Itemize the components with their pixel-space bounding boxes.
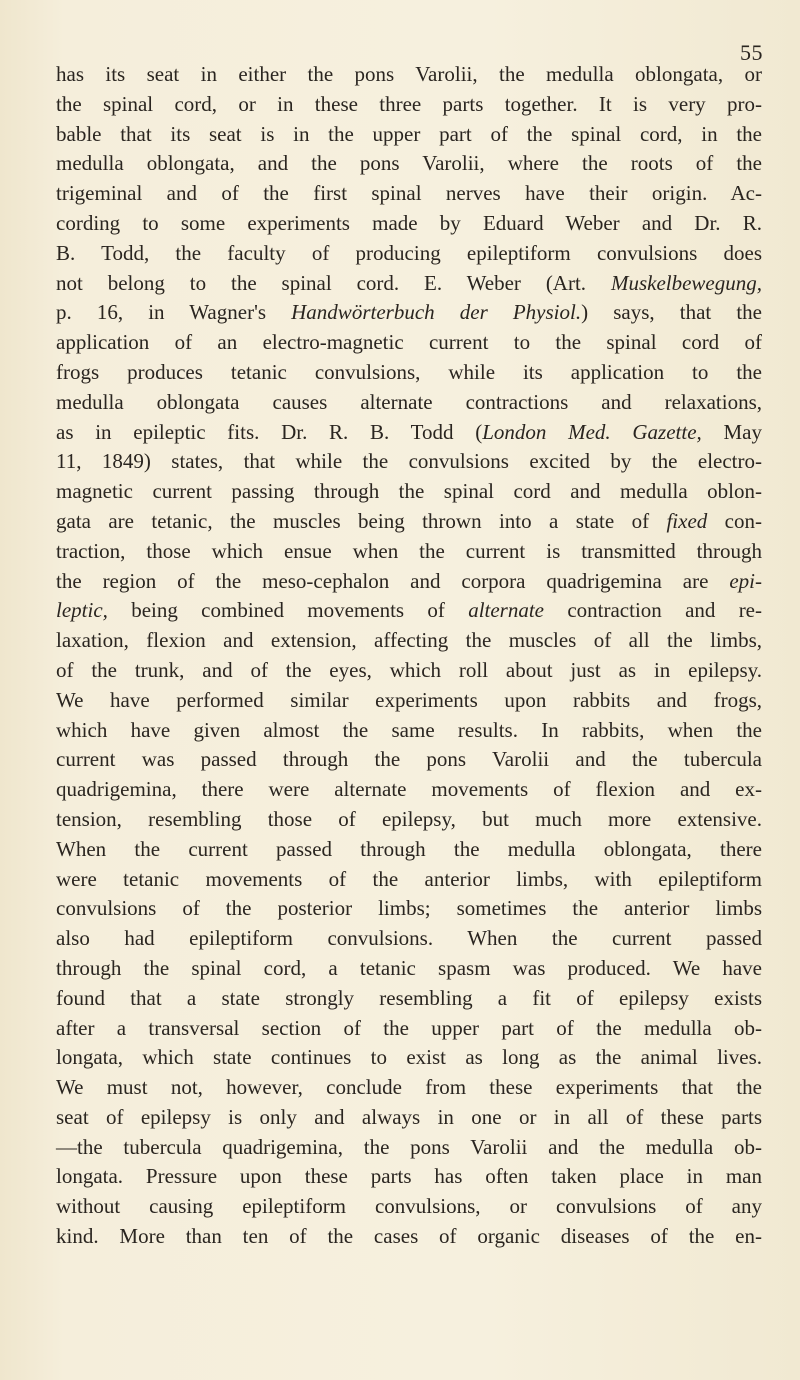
text-segment: as in epileptic fits. Dr. R. B. Todd (	[56, 419, 483, 444]
text-segment: ) says, that the	[581, 300, 762, 325]
text-segment: has its seat in either the pons Varolii, the medulla oblongata, or	[56, 62, 762, 86]
body-text	[56, 60, 762, 1252]
text-segment: traction, those which ensue when the current is transmitted through	[56, 538, 762, 563]
text-segment: medulla oblongata causes alternate contractions and relaxations,	[56, 389, 762, 414]
italic-text: Muskelbewegung,	[610, 270, 762, 295]
text-line	[56, 418, 762, 448]
text-line	[56, 388, 762, 418]
text-segment: 11, 1849) states, that while the convulsions excited by the electro-	[56, 449, 762, 474]
text-segment: When the current passed through the medulla oblongata, there	[56, 836, 762, 861]
text-line	[56, 149, 762, 179]
text-line	[56, 865, 762, 895]
text-line	[56, 894, 762, 924]
text-segment: which have given almost the same results. In rabbits, when the	[56, 717, 762, 742]
text-segment: after a transversal section of the upper part of the medulla ob-	[56, 1015, 762, 1040]
text-segment: —the tubercula quadrigemina, the pons Varolii and the medulla ob-	[56, 1134, 762, 1159]
text-segment: kind. More than ten of the cases of organic diseases of the en-	[56, 1224, 762, 1249]
text-segment: We have performed similar experiments upon rabbits and frogs,	[56, 687, 762, 712]
text-line	[56, 209, 762, 239]
italic-text: leptic,	[56, 598, 108, 623]
text-segment: contraction and re-	[544, 598, 762, 623]
text-segment: also had epileptiform convulsions. When the current passed	[56, 926, 762, 951]
text-line	[56, 477, 762, 507]
text-segment: quadrigemina, there were alternate movements of flexion and ex-	[56, 777, 762, 802]
text-line	[56, 298, 762, 328]
text-segment: frogs produces tetanic convulsions, while its application to the	[56, 359, 762, 384]
text-segment: without causing epileptiform convulsions, or convulsions of any	[56, 1194, 762, 1219]
text-line	[56, 1073, 762, 1103]
italic-text: alternate	[468, 598, 545, 623]
italic-text: Handwörterbuch der Physiol.	[291, 300, 582, 325]
text-line	[56, 1014, 762, 1044]
text-line	[56, 358, 762, 388]
text-line	[56, 924, 762, 954]
text-segment: bable that its seat is in the upper part of the spinal cord, in the	[56, 121, 762, 146]
text-line	[56, 596, 762, 626]
text-segment: found that a state strongly resembling a fit of epilepsy exists	[56, 985, 762, 1010]
italic-text: London Med. Gazette,	[482, 419, 702, 444]
text-segment: cording to some experiments made by Eduard Weber and Dr. R.	[56, 210, 762, 235]
text-segment: not belong to the spinal cord. E. Weber (Art.	[56, 270, 611, 295]
text-line	[56, 626, 762, 656]
text-line	[56, 1192, 762, 1222]
text-line	[56, 60, 762, 90]
page-number: 55	[740, 40, 763, 65]
text-line	[56, 1133, 762, 1163]
text-line	[56, 239, 762, 269]
text-line	[56, 120, 762, 150]
text-segment: magnetic current passing through the spinal cord and medulla oblon-	[56, 479, 762, 504]
text-line	[56, 1103, 762, 1133]
text-segment: were tetanic movements of the anterior limbs, with epileptiform	[56, 866, 762, 891]
text-line	[56, 537, 762, 567]
text-segment: seat of epilepsy is only and always in one or in all of these parts	[56, 1104, 762, 1129]
text-segment: the region of the meso-cephalon and corpora quadrigemina are	[56, 568, 730, 593]
text-line	[56, 716, 762, 746]
text-line	[56, 507, 762, 537]
text-line	[56, 179, 762, 209]
text-segment: convulsions of the posterior limbs; sometimes the anterior limbs	[56, 896, 762, 921]
text-line	[56, 90, 762, 120]
text-segment: gata are tetanic, the muscles being thrown into a state of	[56, 508, 667, 533]
text-line	[56, 656, 762, 686]
text-segment: through the spinal cord, a tetanic spasm was produced. We have	[56, 955, 762, 980]
text-segment: con-	[707, 508, 762, 533]
text-segment: p. 16, in Wagner's	[56, 300, 292, 325]
text-segment: longata, which state continues to exist as long as the animal lives.	[56, 1045, 762, 1070]
text-line	[56, 954, 762, 984]
text-segment: laxation, flexion and extension, affecting the muscles of all the limbs,	[56, 628, 762, 653]
text-line	[56, 805, 762, 835]
text-segment: medulla oblongata, and the pons Varolii, where the roots of the	[56, 151, 762, 176]
text-segment: application of an electro-magnetic current to the spinal cord of	[56, 330, 762, 355]
italic-text: epi-	[729, 568, 762, 593]
text-line	[56, 984, 762, 1014]
text-line	[56, 775, 762, 805]
text-line	[56, 835, 762, 865]
text-line	[56, 1162, 762, 1192]
text-line	[56, 1222, 762, 1252]
text-segment: tension, resembling those of epilepsy, but much more extensive.	[56, 806, 762, 831]
text-line	[56, 447, 762, 477]
text-line	[56, 269, 762, 299]
italic-text: fixed	[666, 508, 708, 533]
text-line	[56, 686, 762, 716]
text-segment: May	[701, 419, 762, 444]
text-segment: being combined movements of	[107, 598, 469, 623]
text-line	[56, 328, 762, 358]
text-segment: B. Todd, the faculty of producing epileptiform convulsions does	[56, 240, 762, 265]
text-segment: We must not, however, conclude from these experiments that the	[56, 1075, 762, 1100]
text-segment: trigeminal and of the first spinal nerves have their origin. Ac-	[56, 181, 762, 206]
text-segment: current was passed through the pons Varolii and the tubercula	[56, 747, 762, 772]
text-segment: of the trunk, and of the eyes, which roll about just as in epilepsy.	[56, 657, 762, 682]
text-line	[56, 567, 762, 597]
text-line	[56, 1043, 762, 1073]
text-segment: longata. Pressure upon these parts has often taken place in man	[56, 1164, 762, 1189]
text-segment: the spinal cord, or in these three parts together. It is very pro-	[56, 91, 762, 116]
text-line	[56, 745, 762, 775]
